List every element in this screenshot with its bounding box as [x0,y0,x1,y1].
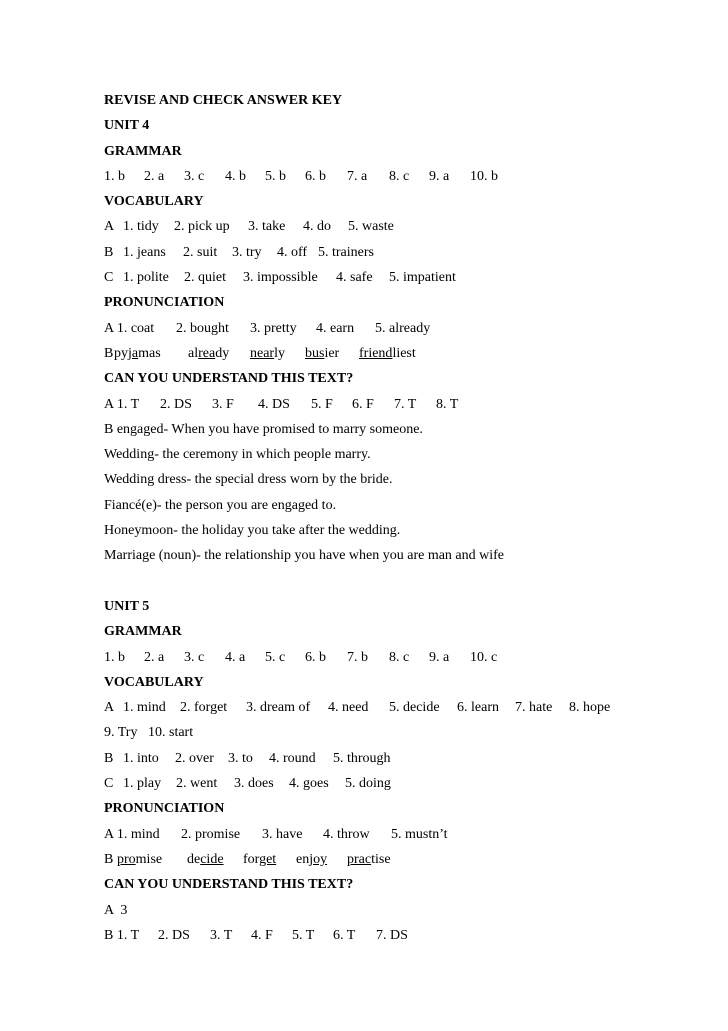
definition-wedding: Wedding- the ceremony in which people marry. [104,447,371,463]
answer: 3. T [210,927,233,943]
answer: 5. F [311,396,333,412]
answer: 1. jeans [123,244,166,260]
section-label: B [104,345,114,361]
answer: 4. earn [316,320,355,336]
answer: 5. decide [389,700,440,716]
word-part: ier [324,345,340,361]
answer: 3. to [228,750,253,766]
answer: 4. off [277,244,308,260]
answer: 3. take [248,219,286,235]
answer: B 1. T [104,927,140,943]
answer: 4. safe [336,270,373,286]
unit5-text-b [104,923,704,948]
stress-word [359,341,416,366]
answer: 4. round [269,750,316,766]
stressed-syllable: cide [200,851,224,867]
answer: 1. b [104,649,125,665]
answer: 10. start [148,725,194,741]
answer: 6. b [305,168,326,184]
answer: 10. b [470,168,498,184]
stress-word [187,847,243,872]
answer: 9. Try [104,725,138,741]
answer: 1. into [123,750,159,766]
unit4-pronunciation-heading: PRONUNCIATION [104,295,225,311]
stress-word [347,847,391,872]
answer: 3. dream of [246,700,311,716]
answer-key-page [104,88,704,948]
section-label: C [104,776,114,792]
answer: 6. b [305,649,326,665]
answer: A 1. coat [104,320,155,336]
unit4-label: UNIT 4 [104,118,150,134]
stress-word [114,341,188,366]
answer: 8. c [389,649,410,665]
answer: 5. impatient [389,270,456,286]
answer: 3. F [212,396,234,412]
answer: 8. T [436,396,459,412]
unit4-vocab-a [104,214,704,239]
answer: 3. c [184,168,205,184]
answer: 2. a [144,649,165,665]
answer: 6. learn [457,700,499,716]
unit5-grammar-heading: GRAMMAR [104,624,182,640]
answer: 5. mustn’t [391,826,448,842]
answer: 6. F [352,396,374,412]
unit5-vocab-c [104,771,704,796]
word-part: liest [392,345,416,361]
word-part: mas [138,345,161,361]
stress-word [296,847,347,872]
stressed-syllable: joy [309,851,328,867]
answer: 7. hate [515,700,553,716]
stress-word [117,847,187,872]
unit4-vocab-b [104,240,704,265]
unit4-grammar-heading: GRAMMAR [104,143,182,159]
unit4-vocabulary-heading: VOCABULARY [104,194,204,210]
unit4-vocab-c [104,265,704,290]
answer: 2. a [144,168,165,184]
unit5-text-heading: CAN YOU UNDERSTAND THIS TEXT? [104,877,354,893]
definition-wedding-dress: Wedding dress- the special dress worn by the bride. [104,472,393,488]
unit4-pron-b [104,341,704,366]
answer: 1. mind [123,700,166,716]
stressed-syllable: get [259,851,277,867]
answer: 2. went [176,776,218,792]
unit4-text-heading: CAN YOU UNDERSTAND THIS TEXT? [104,371,354,387]
answer: 7. T [394,396,417,412]
answer: 7. DS [376,927,408,943]
answer: 4. do [303,219,331,235]
answer: 5. b [265,168,286,184]
unit4-grammar-answers [104,164,704,189]
stress-word [305,341,359,366]
answer: 4. throw [323,826,370,842]
definition-fiance: Fiancé(e)- the person you are engaged to. [104,497,337,513]
stress-word [243,847,296,872]
unit5-vocab-b [104,746,704,771]
spacer [104,569,704,594]
answer: 5. already [375,320,431,336]
answer: 10. c [470,649,498,665]
definition-engaged: B engaged- When you have promised to marry someone. [104,421,423,437]
unit5-vocab-a [104,695,704,720]
answer: 1. b [104,168,125,184]
answer: 5. waste [348,219,394,235]
answer: 4. goes [289,776,329,792]
word-part: dy [215,345,230,361]
stress-word [250,341,305,366]
answer: 4. DS [258,396,290,412]
answer: 8. c [389,168,410,184]
definition-honeymoon: Honeymoon- the holiday you take after the wedding. [104,523,401,539]
answer: 5. trainers [318,244,374,260]
answer: 1. tidy [123,219,159,235]
answer: 5. c [265,649,286,665]
section-label: B [104,851,114,867]
answer: 4. need [328,700,369,716]
answer: 5. T [292,927,315,943]
unit5-text-a: A 3 [104,902,128,918]
stressed-syllable: friend [359,345,393,361]
stressed-syllable: prac [347,851,372,867]
answer: 3. does [234,776,274,792]
answer: 8. hope [569,700,611,716]
answer: 7. a [347,168,368,184]
answer: A 1. T [104,396,140,412]
stressed-syllable: pro [117,851,136,867]
stressed-syllable: near [250,345,275,361]
unit5-vocabulary-heading: VOCABULARY [104,674,204,690]
unit4-pron-a [104,316,704,341]
unit5-vocab-a-continued [104,720,704,745]
definition-marriage: Marriage (noun)- the relationship you have when you are man and wife [104,548,505,564]
section-label: A [104,219,115,235]
unit5-pron-b [104,847,704,872]
section-label: B [104,750,114,766]
answer: 2. bought [176,320,229,336]
word-part: ly [274,345,285,361]
answer: 5. doing [345,776,391,792]
answer: 2. DS [158,927,190,943]
word-part: tise [371,851,391,867]
answer: 2. suit [183,244,218,260]
section-label: B [104,244,114,260]
stressed-syllable: ja [128,345,139,361]
unit5-label: UNIT 5 [104,598,150,614]
answer: 6. T [333,927,356,943]
word-part: py [114,345,128,361]
answer: 2. over [175,750,214,766]
unit4-text-a [104,392,704,417]
section-label: A [104,700,115,716]
word-part: mise [135,851,163,867]
stress-word [188,341,250,366]
section-label: C [104,270,114,286]
answer: 3. c [184,649,205,665]
answer: 3. pretty [250,320,297,336]
answer: 2. forget [180,700,228,716]
answer: 7. b [347,649,368,665]
answer: 2. quiet [184,270,226,286]
answer: 3. try [232,244,262,260]
answer: 9. a [429,168,450,184]
stressed-syllable: rea [198,345,216,361]
answer: 3. have [262,826,303,842]
answer: 2. DS [160,396,192,412]
answer: 1. polite [123,270,169,286]
answer: 1. play [123,776,162,792]
answer: 3. impossible [243,270,318,286]
word-part: al [188,345,199,361]
document-title: REVISE AND CHECK ANSWER KEY [104,93,343,108]
answer: 9. a [429,649,450,665]
unit5-pron-a [104,822,704,847]
answer: 4. a [225,649,246,665]
answer: 2. promise [181,826,241,842]
answer: 4. b [225,168,246,184]
word-part: de [187,851,201,867]
word-part: en [296,851,310,867]
word-part: for [243,851,260,867]
answer: 5. through [333,750,391,766]
answer: A 1. mind [104,826,160,842]
answer: 2. pick up [174,219,230,235]
unit5-grammar-answers [104,645,704,670]
unit5-pronunciation-heading: PRONUNCIATION [104,801,225,817]
stressed-syllable: bus [305,345,325,361]
answer: 4. F [251,927,273,943]
